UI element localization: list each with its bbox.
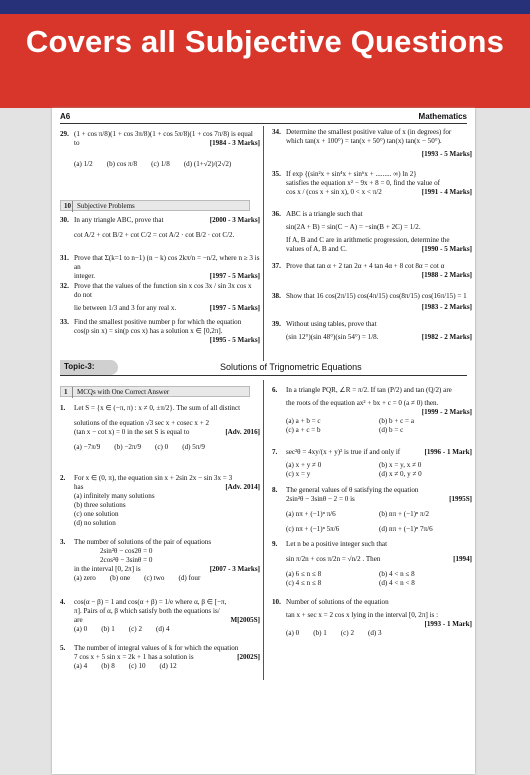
question-text: Let S = {x ∈ (−π, π) : x ≠ 0, ±π/2}. The sum of all distinct bbox=[74, 404, 241, 412]
section-number: 10 bbox=[64, 202, 71, 210]
question-text: 2cos²θ − 3sinθ = 0 bbox=[100, 556, 153, 565]
question-text: sin(2A + B) = sin(C − A) = −sin(B + 2C) = 1/2. bbox=[286, 223, 421, 232]
option: (c) 2 bbox=[340, 629, 354, 638]
question-text: If A, B and C are in arithmetic progression, determine the bbox=[286, 236, 450, 245]
topic-bar bbox=[60, 360, 467, 375]
question-number: 35. bbox=[272, 170, 281, 178]
banner-title: Covers all Subjective Questions bbox=[25, 24, 505, 59]
question-36 bbox=[272, 210, 472, 254]
question-39 bbox=[272, 320, 472, 342]
marks-label: [1982 - 2 Marks] bbox=[421, 333, 472, 342]
question-text: In any triangle ABC, prove that bbox=[74, 216, 164, 224]
question-number: 6. bbox=[272, 386, 278, 394]
marks-label: [1997 - 5 Marks] bbox=[209, 272, 260, 281]
mcq-8 bbox=[272, 486, 472, 534]
mcq-10 bbox=[272, 598, 472, 638]
question-text: 2sin²θ − cos2θ = 0 bbox=[100, 547, 153, 556]
mcq-1 bbox=[60, 404, 260, 452]
question-text: 7 cos x + 5 sin x = 2k + 1 has a solution is bbox=[74, 653, 194, 662]
page-number: A6 bbox=[60, 112, 71, 121]
option: (b) x = y, x ≠ 0 bbox=[379, 461, 422, 470]
mcq-2 bbox=[60, 474, 260, 528]
question-text: The number of integral values of k for which the equation bbox=[74, 644, 239, 652]
mcq-5 bbox=[60, 644, 260, 671]
option: (d) four bbox=[178, 574, 201, 583]
question-text: cot A/2 + cot B/2 + cot C/2 = cot A/2 · cot B/2 · cot C/2. bbox=[74, 231, 235, 240]
mcq-6 bbox=[272, 386, 472, 435]
option: (d) no solution bbox=[74, 519, 116, 528]
question-text: has bbox=[74, 483, 84, 492]
option: (a) x + y ≠ 0 bbox=[286, 461, 322, 470]
question-number: 5. bbox=[60, 644, 66, 652]
option: (a) −7π/9 bbox=[74, 443, 101, 452]
book-page bbox=[52, 108, 475, 774]
option: (d) 4 < n < 8 bbox=[379, 579, 415, 588]
option: (c) x = y bbox=[286, 470, 311, 479]
question-number: 1. bbox=[60, 404, 66, 412]
option: (d) 4 bbox=[156, 625, 170, 634]
question-number: 9. bbox=[272, 540, 278, 548]
question-text: (sin 12°)(sin 48°)(sin 54°) = 1/8. bbox=[286, 333, 379, 342]
question-text: Determine the smallest positive value of x (in degrees) for bbox=[286, 128, 452, 136]
page-header bbox=[60, 112, 467, 124]
topic-title: Solutions of Trignometric Equations bbox=[220, 362, 362, 372]
question-text: 2sin²θ − 3sinθ − 2 = 0 is bbox=[286, 495, 355, 504]
option: (c) 0 bbox=[155, 443, 169, 452]
banner-stripe bbox=[0, 0, 530, 14]
option: (a) 0 bbox=[74, 625, 88, 634]
marks-label: [2007 - 3 Marks] bbox=[209, 565, 260, 574]
question-text: If exp {(sin²x + sin⁴x + sin⁶x + ......... ∞) ln 2} bbox=[286, 170, 417, 178]
question-38 bbox=[272, 292, 472, 312]
mcq-9 bbox=[272, 540, 472, 588]
topic-badge bbox=[60, 360, 118, 375]
marks-label: [2000 - 3 Marks] bbox=[209, 216, 260, 224]
question-text: in the interval [0, 2π] is bbox=[74, 565, 141, 574]
section-number: 1 bbox=[64, 388, 68, 396]
question-text: Prove that the values of the function sin x cos 3x / sin 3x cos x do not bbox=[74, 282, 252, 300]
section-header-mcq bbox=[60, 386, 250, 397]
question-text: cos(α − β) = 1 and cos(α + β) = 1/e where α, β ∈ [−π, bbox=[74, 598, 227, 606]
marks-label: [1997 - 5 Marks] bbox=[209, 304, 260, 313]
section-label: Subjective Problems bbox=[77, 202, 135, 210]
option: (b) three solutions bbox=[74, 501, 126, 510]
question-34 bbox=[272, 128, 472, 159]
question-number: 30. bbox=[60, 216, 69, 224]
question-number: 10. bbox=[272, 598, 281, 606]
question-30 bbox=[60, 216, 260, 240]
marks-label: [Adv. 2014] bbox=[225, 483, 260, 492]
marks-label: [1990 - 5 Marks] bbox=[421, 245, 472, 254]
question-33 bbox=[60, 318, 260, 345]
question-32 bbox=[60, 282, 260, 313]
mcq-7 bbox=[272, 448, 472, 479]
question-text: lie between 1/3 and 3 for any real x. bbox=[74, 304, 177, 313]
question-31 bbox=[60, 254, 260, 281]
marks-label: M[2005S] bbox=[230, 616, 260, 625]
option: (c) one solution bbox=[74, 510, 119, 519]
question-text: π]. Pairs of α, β which satisfy both the equations is/ bbox=[74, 607, 220, 616]
question-text: (tan x − cot x) = 0 in the set S is equal to bbox=[74, 428, 190, 437]
question-text: integer. bbox=[74, 272, 96, 281]
question-number: 38. bbox=[272, 292, 281, 300]
option: (b) 8 bbox=[101, 662, 115, 671]
option: (d) x ≠ 0, y ≠ 0 bbox=[379, 470, 422, 479]
question-text: In a triangle PQR, ∠R = π/2. If tan (P/2) and tan (Q/2) are bbox=[286, 386, 452, 394]
option: (b) one bbox=[109, 574, 131, 583]
marks-label: [1988 - 2 Marks] bbox=[421, 271, 472, 280]
question-text: solutions of the equation √3 sec x + cosec x + 2 bbox=[74, 419, 210, 428]
marks-label: [1999 - 2 Marks] bbox=[421, 408, 472, 417]
option: (c) 10 bbox=[128, 662, 146, 671]
option: (d) 12 bbox=[159, 662, 177, 671]
option: (a) zero bbox=[74, 574, 96, 583]
marks-label: [1984 - 3 Marks] bbox=[209, 139, 260, 148]
question-text: For x ∈ (0, π), the equation sin x + 2sin 2x − sin 3x = 3 bbox=[74, 474, 233, 482]
question-text: Let n be a positive integer such that bbox=[286, 540, 388, 548]
question-text: are bbox=[74, 616, 83, 625]
option: (a) nπ + (−1)ⁿ π/6 bbox=[286, 510, 336, 519]
option: (d) nπ + (−1)ⁿ 7π/6 bbox=[379, 525, 433, 534]
marks-label: [1995 - 5 Marks] bbox=[209, 336, 260, 345]
question-text: satisfies the equation x² − 9x + 8 = 0, find the value of bbox=[286, 179, 441, 188]
question-text: sin π/2n + cos π/2n = √n/2 . Then bbox=[286, 555, 381, 564]
question-number: 34. bbox=[272, 128, 281, 136]
question-text: The number of solutions of the pair of equations bbox=[74, 538, 212, 546]
question-text: ABC is a triangle such that bbox=[286, 210, 363, 218]
question-text: Find the smallest positive number p for which the equation bbox=[74, 318, 242, 326]
marks-label: [1994] bbox=[453, 555, 472, 564]
option: (c) a + c = b bbox=[286, 426, 321, 435]
option: (a) infinitely many solutions bbox=[74, 492, 155, 501]
question-text: Prove that Σ(k=1 to n−1) (n − k) cos 2kπ/n = −n/2, where n ≥ 3 is an bbox=[74, 254, 260, 272]
option: (b) nπ + (−1)ⁿ π/2 bbox=[379, 510, 430, 519]
question-text: Prove that tan α + 2 tan 2α + 4 tan 4α + 8 cot 8α = cot α bbox=[286, 262, 445, 270]
option: (d) 5π/9 bbox=[182, 443, 205, 452]
option: (c) 2 bbox=[128, 625, 142, 634]
question-number: 39. bbox=[272, 320, 281, 328]
column-divider bbox=[263, 126, 264, 361]
question-number: 36. bbox=[272, 210, 281, 218]
mcq-3 bbox=[60, 538, 260, 583]
question-text: Show that 16 cos(2π/15) cos(4π/15) cos(8π/15) cos(16π/15) = 1 bbox=[286, 292, 467, 300]
option: (c) two bbox=[144, 574, 165, 583]
question-text: cos(p sin x) = sin(p cos x) has a solution x ∈ [0,2π]. bbox=[74, 327, 223, 336]
question-text: (1 + cos π/8)(1 + cos 3π/8)(1 + cos 5π/8)(1 + cos 7π/8) is equal bbox=[74, 130, 253, 138]
question-text: cos x / (cos x + sin x), 0 < x < π/2 bbox=[286, 188, 382, 197]
option: (b) 1 bbox=[101, 625, 115, 634]
option: (b) −2π/9 bbox=[114, 443, 141, 452]
question-number: 4. bbox=[60, 598, 66, 606]
question-number: 8. bbox=[272, 486, 278, 494]
option: (b) 1 bbox=[313, 629, 327, 638]
option: (c) nπ + (−1)ⁿ 5π/6 bbox=[286, 525, 340, 534]
option: (a) 4 bbox=[74, 662, 88, 671]
section-label: MCQs with One Correct Answer bbox=[77, 388, 170, 396]
question-37 bbox=[272, 262, 472, 280]
marks-label: [1995S] bbox=[449, 495, 472, 504]
question-text: Without using tables, prove that bbox=[286, 320, 377, 328]
question-number: 33. bbox=[60, 318, 69, 326]
marks-label: [2002S] bbox=[237, 653, 260, 662]
question-text: The general values of θ satisfying the equation bbox=[286, 486, 419, 494]
option: (a) a + b = c bbox=[286, 417, 321, 426]
option: (d) 3 bbox=[368, 629, 382, 638]
option: (b) cos π/8 bbox=[106, 160, 138, 169]
question-text: Number of solutions of the equation bbox=[286, 598, 389, 606]
question-number: 29. bbox=[60, 130, 69, 138]
banner bbox=[0, 0, 530, 108]
page-subject: Mathematics bbox=[418, 112, 467, 121]
question-text: the roots of the equation ax² + bx + c = 0 (a ≠ 0) then. bbox=[286, 399, 439, 408]
option: (a) 6 ≤ n ≤ 8 bbox=[286, 570, 322, 579]
question-number: 7. bbox=[272, 448, 278, 456]
column-divider bbox=[263, 380, 264, 680]
option: (c) 1/8 bbox=[151, 160, 170, 169]
question-number: 37. bbox=[272, 262, 281, 270]
option: (c) 4 ≤ n ≤ 8 bbox=[286, 579, 322, 588]
marks-label: [1983 - 2 Marks] bbox=[421, 303, 472, 312]
question-text: tan x + sec x = 2 cos x lying in the interval [0, 2π] is : bbox=[286, 611, 439, 620]
option: (b) b + c = a bbox=[379, 417, 414, 426]
question-29 bbox=[60, 130, 260, 169]
question-text: sec²θ = 4xy/(x + y)² is true if and only if bbox=[286, 448, 401, 456]
marks-label: [1996 - 1 Mark] bbox=[424, 448, 472, 456]
question-text: values of A, B and C. bbox=[286, 245, 347, 254]
question-number: 2. bbox=[60, 474, 66, 482]
marks-label: [Adv. 2016] bbox=[225, 428, 260, 437]
marks-label: [1991 - 4 Marks] bbox=[421, 188, 472, 197]
topic-badge-label: Topic-3: bbox=[64, 362, 95, 371]
section-header-subjective bbox=[60, 200, 250, 211]
mcq-4 bbox=[60, 598, 260, 634]
question-number: 3. bbox=[60, 538, 66, 546]
question-number: 32. bbox=[60, 282, 69, 290]
option: (d) (1+√2)/(2√2) bbox=[183, 160, 232, 169]
question-text: which tan(x + 100°) = tan(x + 50°) tan(x) tan(x − 50°). bbox=[286, 137, 442, 146]
question-number: 31. bbox=[60, 254, 69, 262]
option: (a) 1/2 bbox=[74, 160, 93, 169]
option: (d) b = c bbox=[379, 426, 404, 435]
question-35 bbox=[272, 170, 472, 197]
question-text: to bbox=[74, 139, 80, 148]
marks-label: [1993 - 1 Mark] bbox=[424, 620, 472, 629]
marks-label: [1993 - 5 Marks] bbox=[421, 150, 472, 159]
option: (a) 0 bbox=[286, 629, 300, 638]
option: (b) 4 < n ≤ 8 bbox=[379, 570, 415, 579]
